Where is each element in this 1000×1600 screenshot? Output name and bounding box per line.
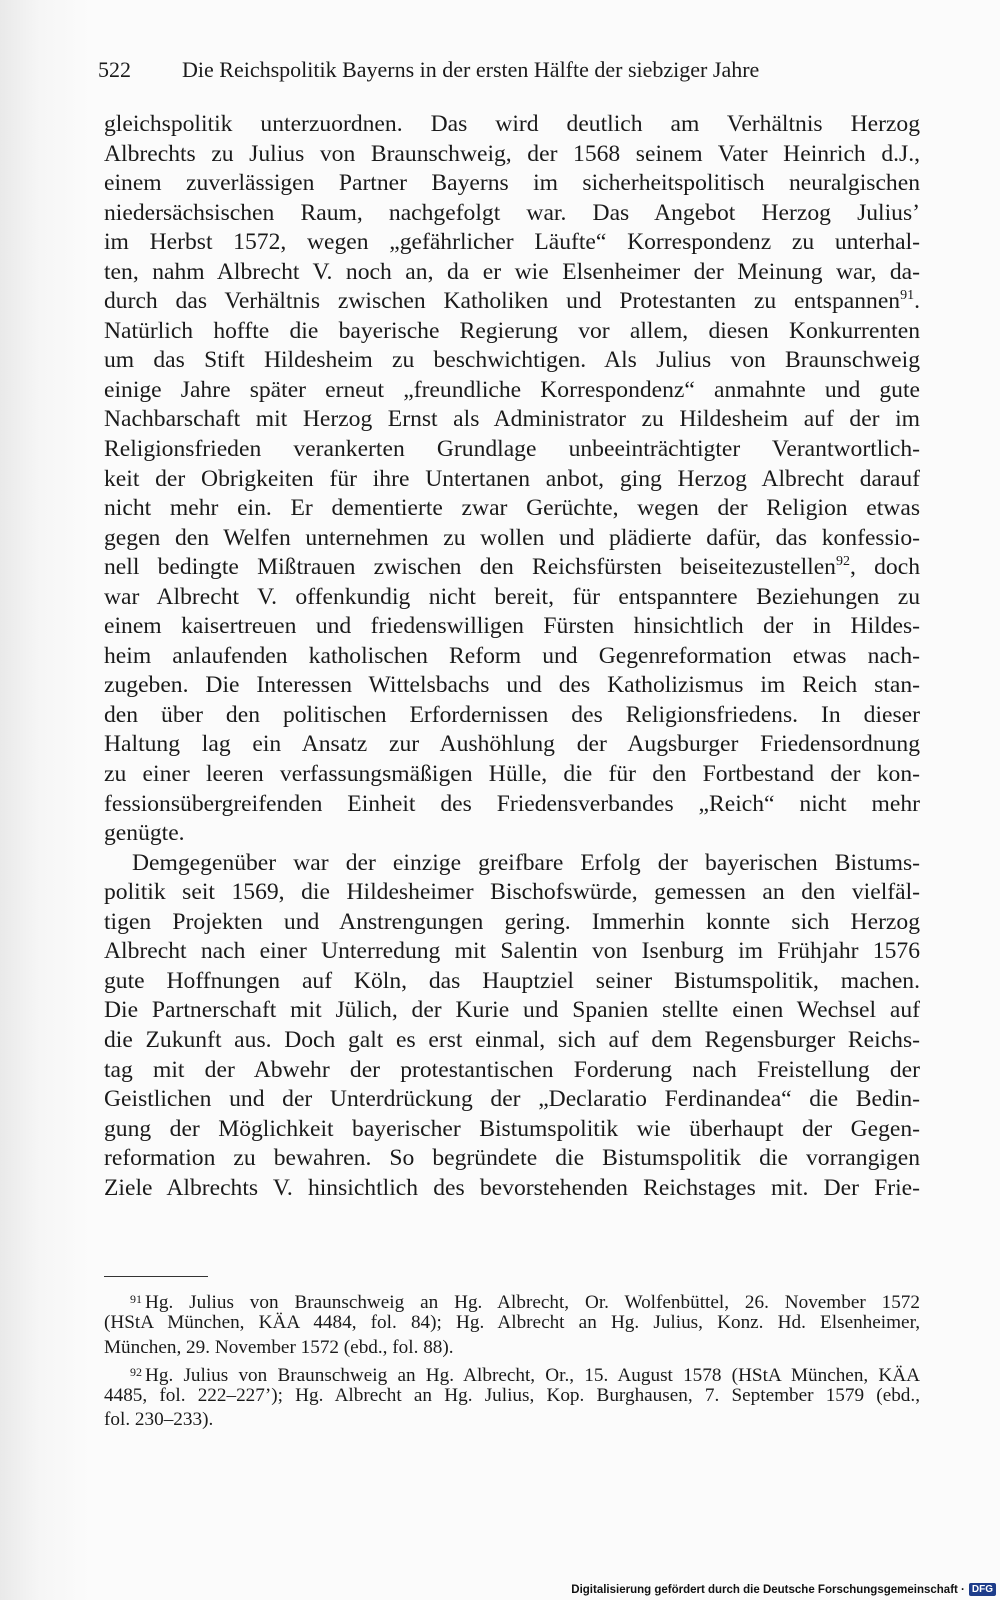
footnote-ref-91[interactable]: 91 [900,288,915,304]
text-line: Religionsfrieden verankerten Grundlage unbeeinträchtigter Verantwortlich- [104,436,920,463]
text-segment: , doch [849,554,920,581]
footnote-91 [104,1287,920,1311]
credit-text: Digitalisierung gefördert durch die Deutsche Forschungsgemeinschaft · [571,1583,965,1596]
text-segment: nell bedingte Mißtrauen zwischen den Reichsfürsten beiseitezustellen [104,554,836,581]
dfg-logo: DFG [969,1583,996,1596]
text-line: Nachbarschaft mit Herzog Ernst als Administrator zu Hildesheim auf der im [104,406,920,433]
footnote-number: 91 [130,1292,142,1306]
text-line: gute Hoffnungen auf Köln, das Hauptziel seiner Bistumspolitik, machen. [104,967,920,994]
text-line: Albrechts zu Julius von Braunschweig, der 1568 seinem Vater Heinrich d.J., [104,140,920,167]
text-line: Albrecht nach einer Unterredung mit Salentin von Isenburg im Frühjahr 1576 [104,938,920,965]
footnote-divider [104,1276,208,1277]
text-line: einige Jahre später erneut „freundliche Korrespondenz“ anmahnte und gute [104,376,920,403]
text-line: einem zuverlässigen Partner Bayerns im sicherheitspolitisch neuralgischen [104,170,920,197]
digitization-credit [571,1583,996,1596]
footnote-line: München, 29. November 1572 (ebd., fol. 88). [104,1336,454,1358]
text-segment: . [914,288,920,315]
text-line: Ziele Albrechts V. hinsichtlich des bevorstehenden Reichstages mit. Der Frie- [104,1174,920,1201]
text-line [104,287,920,317]
text-line: den über den politischen Erfordernissen des Religionsfriedens. In dieser [104,701,920,728]
text-line: um das Stift Hildesheim zu beschwichtigen. Als Julius von Braunschweig [104,347,920,374]
text-line: zugeben. Die Interessen Wittelsbachs und des Katholizismus im Reich stan- [104,672,920,699]
text-line: war Albrecht V. offenkundig nicht bereit, für entspanntere Beziehungen zu [104,583,920,610]
footnote-number: 92 [130,1364,142,1379]
text-segment: durch das Verhältnis zwischen Katholiken und Protestanten zu entspannen [104,288,901,315]
main-text [104,110,920,1203]
text-line: ten, nahm Albrecht V. noch an, da er wie Elsenheimer der Meinung war, da- [104,258,920,285]
text-line: keit der Obrigkeiten für ihre Untertanen anbot, ging Herzog Albrecht darauf [104,465,920,492]
text-line: politik seit 1569, die Hildesheimer Bischofswürde, gemessen an den vielfäl- [104,879,920,906]
text-line: nicht mehr ein. Er dementierte zwar Gerüchte, wegen der Religion etwas [104,495,920,522]
footnote-92 [104,1360,920,1384]
text-line: im Herbst 1572, wegen „gefährlicher Läufte“ Korrespondenz zu unterhal- [104,229,920,256]
text-line: heim anlaufenden katholischen Reform und Gegenreformation etwas nach- [104,642,920,669]
text-line: gung der Möglichkeit bayerischer Bistumspolitik wie überhaupt der Gegen- [104,1115,920,1142]
text-line: Geistlichen und der Unterdrückung der „Declaratio Ferdinandea“ die Bedin- [104,1086,920,1113]
text-line [104,553,920,583]
running-header [98,52,838,88]
text-line: Natürlich hoffte die bayerische Regierung vor allem, diesen Konkurrenten [104,317,920,344]
footnotes [104,1276,920,1433]
text-line: reformation zu bewahren. So begründete die Bistumspolitik die vorrangigen [104,1145,920,1172]
text-line: tag mit der Abwehr der protestantischen Forderung nach Freistellung der [104,1056,920,1083]
text-line: genügte. [104,820,185,847]
text-line: die Zukunft aus. Doch galt es erst einmal, sich auf dem Regensburger Reichs- [104,1026,920,1053]
text-line: niedersächsischen Raum, nachgefolgt war. Das Angebot Herzog Julius’ [104,199,920,226]
text-line: gleichspolitik unterzuordnen. Das wird deutlich am Verhältnis Herzog [104,111,920,137]
footnote-line: fol. 230–233). [104,1409,214,1431]
text-line: tigen Projekten und Anstrengungen gering. Immerhin konnte sich Herzog [104,908,920,935]
text-line: Demgegenüber war der einzige greifbare Erfolg der bayerischen Bistums- [132,849,920,876]
running-title: Die Reichspolitik Bayerns in der ersten Hälfte der siebziger Jahre [182,57,760,82]
text-line: einem kaisertreuen und friedenswilligen Fürsten hinsichtlich der in Hildes- [104,613,920,640]
page-number: 522 [98,57,131,82]
text-line: Die Partnerschaft mit Jülich, der Kurie und Spanien stellte einen Wechsel auf [104,997,920,1024]
footnote-line: (HStA München, KÄA 4484, fol. 84); Hg. Albrecht an Hg. Julius, Konz. Hd. Elsenheimer, [104,1312,920,1334]
text-line: fessionsübergreifenden Einheit des Friedensverbandes „Reich“ nicht mehr [104,790,920,817]
text-line: gegen den Welfen unternehmen zu wollen und plädierte dafür, das konfessio- [104,524,920,551]
text-line: Haltung lag ein Ansatz zur Aushöhlung der Augsburger Friedensordnung [104,731,920,758]
footnote-line: 4485, fol. 222–227’); Hg. Albrecht an Hg. Julius, Kop. Burghausen, 7. September 1579 (ebd., [104,1385,920,1407]
text-line: zu einer leeren verfassungsmäßigen Hülle, die für den Fortbestand der kon- [104,761,920,788]
footnote-ref-92[interactable]: 92 [835,554,850,570]
footnote-text: Hg. Julius von Braunschweig an Hg. Albrecht, Or. Wolfenbüttel, 26. November 1572 [145,1292,920,1313]
footnote-text: Hg. Julius von Braunschweig an Hg. Albrecht, Or., 15. August 1578 (HStA München, KÄA [145,1364,920,1386]
